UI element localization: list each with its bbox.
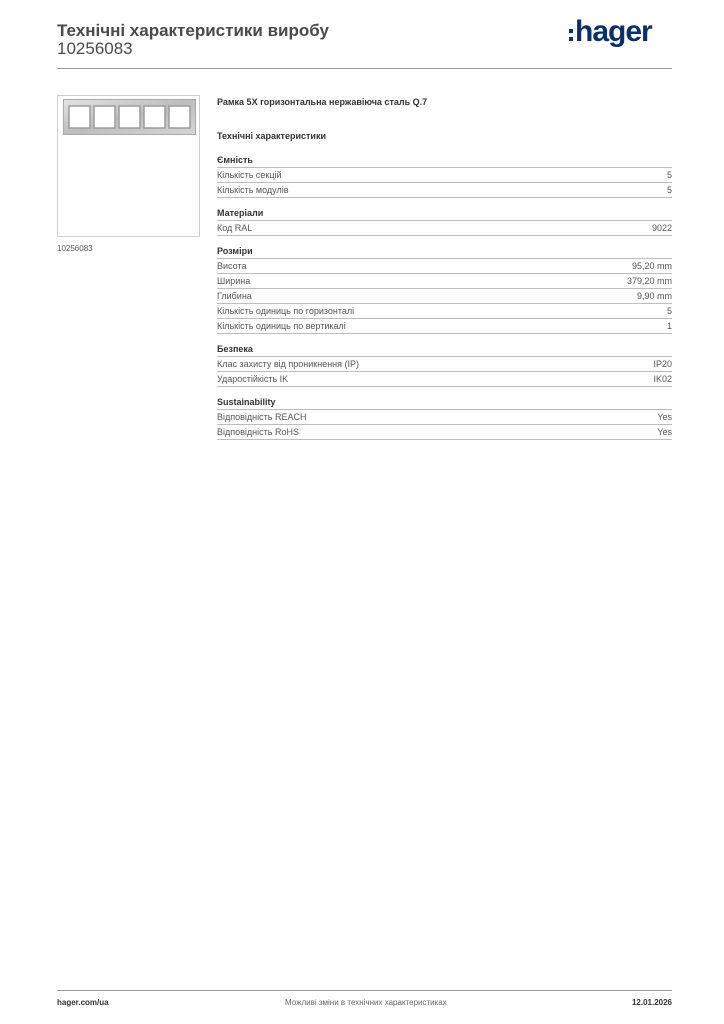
spec-row bbox=[217, 319, 672, 334]
spec-label: Кількість одиниць по горизонталі bbox=[217, 306, 355, 316]
footer-disclaimer: Можливі зміни в технічних характеристиках bbox=[285, 998, 447, 1007]
spec-label: Код RAL bbox=[217, 223, 253, 233]
product-name: Рамка 5X горизонтальна нержавіюча сталь Q.7 bbox=[217, 97, 428, 107]
footer-website[interactable]: hager.com/ua bbox=[57, 998, 109, 1007]
frame-5x-icon bbox=[63, 99, 196, 135]
product-image bbox=[57, 95, 200, 237]
spec-label: Ударостійкість IK bbox=[217, 374, 289, 384]
spec-row bbox=[217, 304, 672, 319]
spec-label: Кількість секцій bbox=[217, 170, 282, 180]
spec-row bbox=[217, 259, 672, 274]
spec-value: IK02 bbox=[653, 374, 672, 384]
logo-text: hager bbox=[575, 15, 652, 48]
spec-value: 9022 bbox=[651, 223, 672, 233]
spec-value: IP20 bbox=[653, 359, 672, 369]
spec-value: 5 bbox=[666, 306, 672, 316]
spec-value: 95,20 mm bbox=[631, 261, 672, 271]
spec-row bbox=[217, 289, 672, 304]
spec-row bbox=[217, 274, 672, 289]
specs-heading: Технічні характеристики bbox=[217, 131, 326, 141]
group-title: Розміри bbox=[217, 245, 672, 259]
spec-row bbox=[217, 357, 672, 372]
spec-label: Глибина bbox=[217, 291, 252, 301]
spec-value: Yes bbox=[657, 427, 672, 437]
spec-row bbox=[217, 425, 672, 440]
hager-logo bbox=[569, 15, 652, 48]
spec-value: 9,90 mm bbox=[636, 291, 672, 301]
spec-label: Ширина bbox=[217, 276, 251, 286]
spec-label: Кількість одиниць по вертикалі bbox=[217, 321, 346, 331]
group-title: Ємність bbox=[217, 154, 672, 168]
spec-label: Відповідність RoHS bbox=[217, 427, 299, 437]
logo-mark-icon bbox=[569, 29, 573, 41]
spec-row bbox=[217, 183, 672, 198]
footer-divider bbox=[57, 990, 672, 991]
spec-group-capacity bbox=[217, 154, 672, 198]
spec-value: 5 bbox=[666, 170, 672, 180]
spec-group-sustainability bbox=[217, 396, 672, 440]
spec-value: 5 bbox=[666, 185, 672, 195]
spec-content bbox=[217, 95, 672, 440]
spec-row bbox=[217, 410, 672, 425]
image-caption: 10256083 bbox=[57, 244, 93, 253]
spec-label: Висота bbox=[217, 261, 247, 271]
spec-value: 379,20 mm bbox=[626, 276, 672, 286]
header-divider bbox=[57, 68, 672, 69]
spec-label: Клас захисту від проникнення (IP) bbox=[217, 359, 360, 369]
group-title: Безпека bbox=[217, 343, 672, 357]
spec-value: 1 bbox=[666, 321, 672, 331]
spec-value: Yes bbox=[657, 412, 672, 422]
spec-group-dimensions bbox=[217, 245, 672, 334]
product-code: 10256083 bbox=[57, 39, 133, 58]
spec-group-materials bbox=[217, 207, 672, 236]
page-title: Технічні характеристики виробу bbox=[57, 21, 329, 40]
spec-row bbox=[217, 221, 672, 236]
spec-row bbox=[217, 168, 672, 183]
spec-group-safety bbox=[217, 343, 672, 387]
group-title: Sustainability bbox=[217, 396, 672, 410]
spec-label: Відповідність REACH bbox=[217, 412, 307, 422]
group-title: Матеріали bbox=[217, 207, 672, 221]
footer-date: 12.01.2026 bbox=[631, 998, 672, 1007]
spec-label: Кількість модулів bbox=[217, 185, 289, 195]
spec-row bbox=[217, 372, 672, 387]
